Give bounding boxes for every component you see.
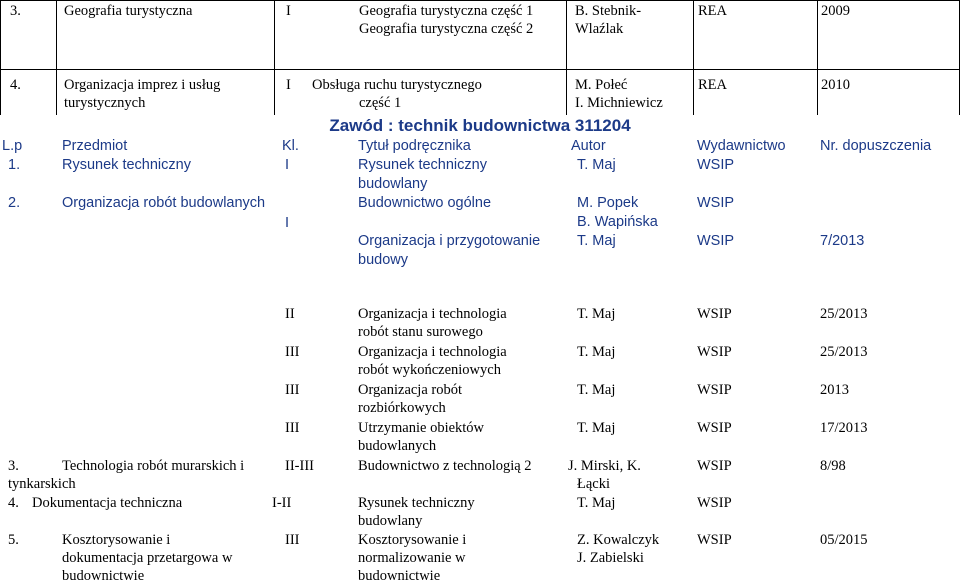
- approval-cell: 8/98: [820, 458, 846, 474]
- author-cell: T. Maj: [577, 420, 616, 436]
- title-line: robót wykończeniowych: [358, 362, 501, 378]
- title-line: normalizowanie w: [358, 550, 466, 566]
- title-line: rozbiórkowych: [358, 400, 446, 416]
- row-number: 4.: [8, 495, 19, 511]
- class-cell: I: [285, 157, 290, 173]
- subject-line: Kosztorysowanie i: [62, 532, 171, 548]
- year-cell: 2009: [821, 3, 850, 19]
- author-line: B. Wapińska: [577, 214, 658, 230]
- author-line: I. Michniewicz: [575, 95, 663, 111]
- header-lp: L.p: [2, 138, 23, 154]
- publisher-cell: WSIP: [697, 532, 732, 548]
- header-publisher: Wydawnictwo: [697, 138, 786, 154]
- publisher-cell: WSIP: [697, 495, 732, 511]
- publisher-cell: REA: [698, 3, 727, 19]
- author-line: B. Stebnik-: [575, 3, 642, 19]
- title-line: Rysunek techniczny: [358, 157, 487, 173]
- title-line: budowlanych: [358, 438, 437, 454]
- subject-line: budownictwie: [62, 568, 145, 584]
- approval-cell: 2013: [820, 382, 849, 398]
- title-line: Budownictwo ogólne: [358, 195, 492, 211]
- publisher-cell: REA: [698, 77, 727, 93]
- author-line: Łącki: [577, 476, 611, 492]
- author-cell: T. Maj: [577, 382, 616, 398]
- author-cell: T. Maj: [577, 157, 616, 173]
- title-line: część 1: [359, 95, 402, 111]
- subject-line: tynkarskich: [8, 476, 76, 492]
- title-line: Utrzymanie obiektów: [358, 420, 485, 436]
- header-author: Autor: [571, 138, 606, 154]
- subject-cell: Organizacja robót budowlanych: [62, 195, 266, 211]
- class-cell: III: [285, 420, 300, 436]
- title-line: budowlany: [358, 176, 428, 192]
- title-line: robót stanu surowego: [358, 324, 483, 340]
- approval-cell: 05/2015: [820, 532, 868, 548]
- title-line: Geografia turystyczna część 2: [359, 21, 534, 37]
- publisher-cell: WSIP: [697, 420, 732, 436]
- class-cell: III: [285, 382, 300, 398]
- author-cell: T. Maj: [577, 495, 616, 511]
- approval-cell: 25/2013: [820, 306, 868, 322]
- class-cell: I: [285, 215, 290, 231]
- section-title: Zawód : technik budownictwa 311204: [329, 116, 631, 135]
- title-line: Organizacja i technologia: [358, 344, 507, 360]
- subject-line: dokumentacja przetargowa w: [62, 550, 233, 566]
- title-line: Kosztorysowanie i: [358, 532, 467, 548]
- title-line: budownictwie: [358, 568, 441, 584]
- publisher-cell: WSIP: [697, 458, 732, 474]
- publisher-cell: WSIP: [697, 157, 735, 173]
- row-number: 3.: [8, 458, 19, 474]
- subject-cell: Rysunek techniczny: [62, 157, 191, 173]
- approval-cell: 17/2013: [820, 420, 868, 436]
- class-cell: III: [285, 344, 300, 360]
- publisher-cell: WSIP: [697, 306, 732, 322]
- title-line: budowy: [358, 252, 408, 268]
- author-cell: T. Maj: [577, 344, 616, 360]
- approval-cell: 25/2013: [820, 344, 868, 360]
- subject-line: Technologia robót murarskich i: [62, 458, 245, 474]
- class-cell: II: [285, 306, 295, 322]
- subject-cell: Dokumentacja techniczna: [32, 495, 183, 511]
- approval-cell: 7/2013: [820, 233, 865, 249]
- author-line: M. Popek: [577, 195, 639, 211]
- title-line: Organizacja i przygotowanie: [358, 233, 541, 249]
- title-cell: Budownictwo z technologią 2: [358, 458, 532, 474]
- author-line: J. Mirski, K.: [568, 458, 641, 474]
- row-number: 1.: [8, 157, 21, 173]
- publisher-cell: WSIP: [697, 344, 732, 360]
- class-cell: I-II: [272, 495, 292, 511]
- title-line: Obsługa ruchu turystycznego: [312, 77, 482, 93]
- author-line: Z. Kowalczyk: [577, 532, 660, 548]
- row-number: 5.: [8, 532, 19, 548]
- author-line: J. Zabielski: [577, 550, 644, 566]
- author-cell: T. Maj: [577, 306, 616, 322]
- row-number: 3.: [10, 3, 21, 19]
- title-line: Organizacja robót: [358, 382, 463, 398]
- header-class: Kl.: [282, 138, 299, 154]
- author-line: Wlaźlak: [575, 21, 624, 37]
- year-cell: 2010: [821, 77, 850, 93]
- header-title: Tytuł podręcznika: [358, 138, 471, 154]
- subject-cell: Geografia turystyczna: [64, 3, 193, 19]
- subject-line: turystycznych: [64, 95, 146, 111]
- row-number: 2.: [8, 195, 21, 211]
- publisher-line: WSIP: [697, 233, 735, 249]
- publisher-cell: WSIP: [697, 382, 732, 398]
- header-subject: Przedmiot: [62, 138, 128, 154]
- author-line: T. Maj: [577, 233, 616, 249]
- author-line: M. Połeć: [575, 77, 628, 93]
- row-number: 4.: [10, 77, 21, 93]
- title-line: budowlany: [358, 513, 423, 529]
- publisher-line: WSIP: [697, 195, 735, 211]
- class-cell: I: [286, 77, 291, 93]
- class-cell: I: [286, 3, 291, 19]
- title-line: Organizacja i technologia: [358, 306, 507, 322]
- class-cell: II-III: [285, 458, 314, 474]
- subject-line: Organizacja imprez i usług: [64, 77, 221, 93]
- title-line: Rysunek techniczny: [358, 495, 475, 511]
- title-line: Geografia turystyczna część 1: [359, 3, 534, 19]
- class-cell: III: [285, 532, 300, 548]
- header-approval: Nr. dopuszczenia: [820, 138, 932, 154]
